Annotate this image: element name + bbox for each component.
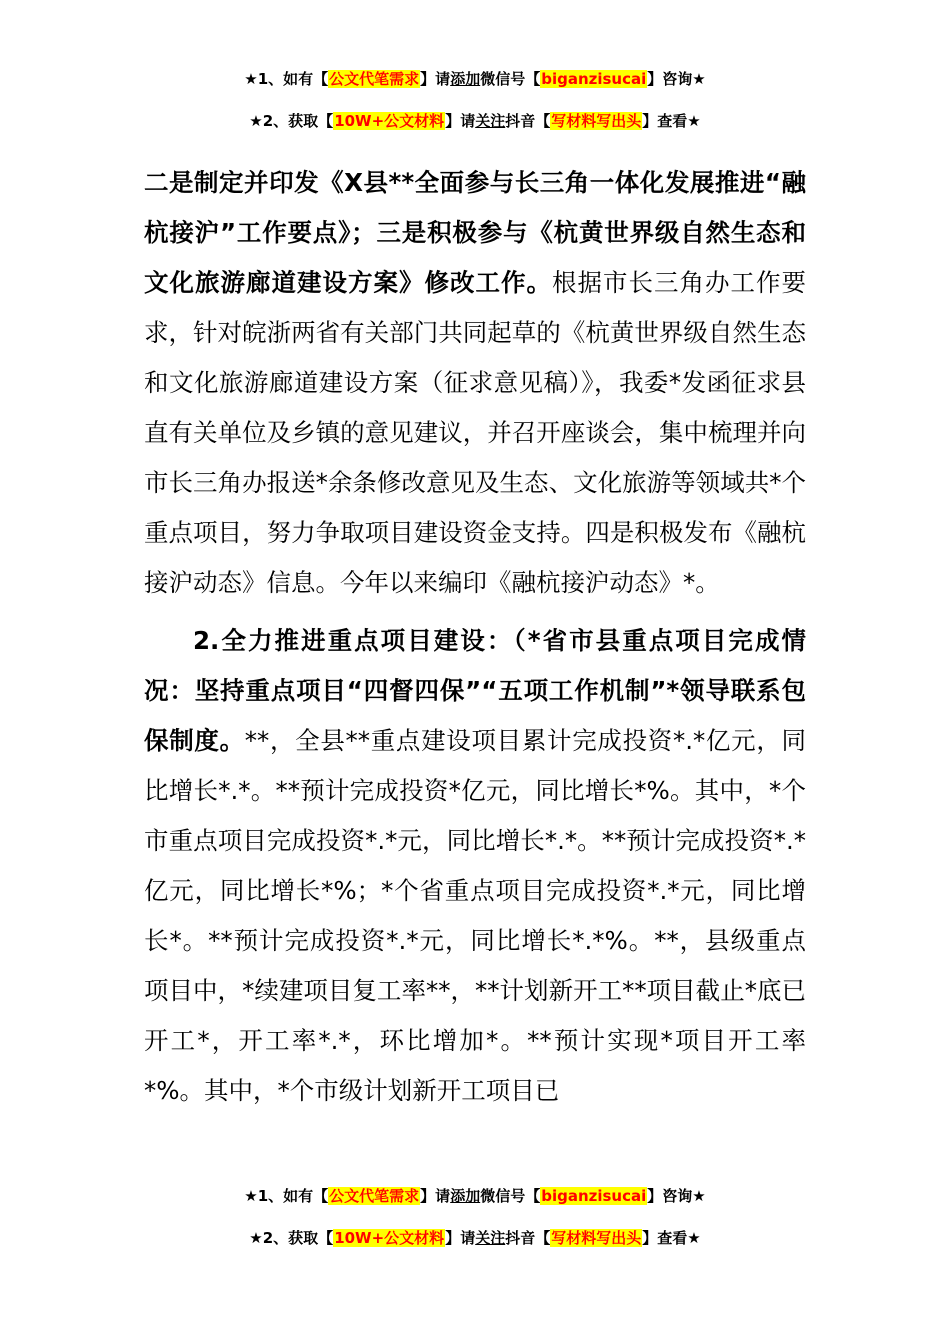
paragraph-2-text: **，全县**重点建设项目累计完成投资*.*亿元，同比增长*.*。**预计完成投资*亿元，同比增长*%。其中，*个市重点项目完成投资*.*元，同比增长*.*。**预计完成投资*.*亿元，同比增长*%；*个省重点项目完成投资*.*元，同比增长*。**预计完成投资*.*元，同比增长*.*%。**，县级重点项目中，*续建项目复工率**，**计划新开工**项目截止*底已开工*，开工率*.*，环比增加*。**预计实现*项目开工率*%。其中，*个市级计划新开工项目已 <box>144 726 807 1105</box>
promo-wechat-id: biganzisucai <box>541 70 647 88</box>
footer-promo-line-2 <box>0 1227 950 1249</box>
paragraph-1 <box>144 158 806 608</box>
promo-highlight: 10W+公文材料 <box>334 112 445 130</box>
promo-douyin-id: 写材料写出头 <box>551 112 642 130</box>
promo-emphasis: 添加 <box>450 1187 481 1205</box>
promo-emphasis: 添加 <box>450 70 481 88</box>
promo-text: 微信号【 <box>480 70 541 88</box>
promo-prefix: ★2、获取【 <box>249 1229 334 1247</box>
promo-suffix: 】咨询★ <box>647 1187 706 1205</box>
promo-highlight: 10W+公文材料 <box>334 1229 445 1247</box>
promo-suffix: 】咨询★ <box>647 70 706 88</box>
promo-text: 】请 <box>445 1229 476 1247</box>
promo-highlight: 公文代笔需求 <box>329 70 420 88</box>
promo-wechat-id: biganzisucai <box>541 1187 647 1205</box>
paragraph-1-text: 根据市长三角办工作要求，针对皖浙两省有关部门共同起草的《杭黄世界级自然生态和文化旅游廊道建设方案（征求意见稿）》，我委*发函征求县直有关单位及乡镇的意见建议，并召开座谈会，集中梳理并向市长三角办报送*余条修改意见及生态、文化旅游等领域共*个重点项目，努力争取项目建设资金支持。四是积极发布《融杭接沪动态》信息。今年以来编印《融杭接沪动态》*。 <box>144 268 806 597</box>
header-promo-line-2 <box>0 110 950 132</box>
header-promo-line-1 <box>0 68 950 90</box>
promo-emphasis: 关注 <box>475 1229 506 1247</box>
promo-prefix: ★1、如有【 <box>244 1187 329 1205</box>
paragraph-1-bold-lead: 二是制定并印发《X县**全面参与长三角一体化发展推进“融杭接沪”工作要点》；三是积极参与《杭黄世界级自然生态和文化旅游廊道建设方案》修改工作。 <box>144 168 806 297</box>
promo-suffix: 】查看★ <box>642 112 701 130</box>
promo-text: 】请 <box>445 112 476 130</box>
promo-douyin-id: 写材料写出头 <box>551 1229 642 1247</box>
promo-text: 微信号【 <box>480 1187 541 1205</box>
promo-text: 抖音【 <box>505 112 551 130</box>
promo-suffix: 】查看★ <box>642 1229 701 1247</box>
promo-highlight: 公文代笔需求 <box>329 1187 420 1205</box>
footer-promo-line-1 <box>0 1185 950 1207</box>
document-body <box>144 158 806 1116</box>
promo-emphasis: 关注 <box>475 112 506 130</box>
promo-text: 抖音【 <box>505 1229 551 1247</box>
promo-text: 】请 <box>420 70 451 88</box>
paragraph-2 <box>144 616 806 1116</box>
promo-text: 】请 <box>420 1187 451 1205</box>
paragraph-2-bold-lead: 2.全力推进重点项目建设：（*省市县重点项目完成情况：坚持重点项目“四督四保”“五项工作机制”*领导联系包保制度。 <box>144 626 806 755</box>
promo-prefix: ★2、获取【 <box>249 112 334 130</box>
promo-prefix: ★1、如有【 <box>244 70 329 88</box>
